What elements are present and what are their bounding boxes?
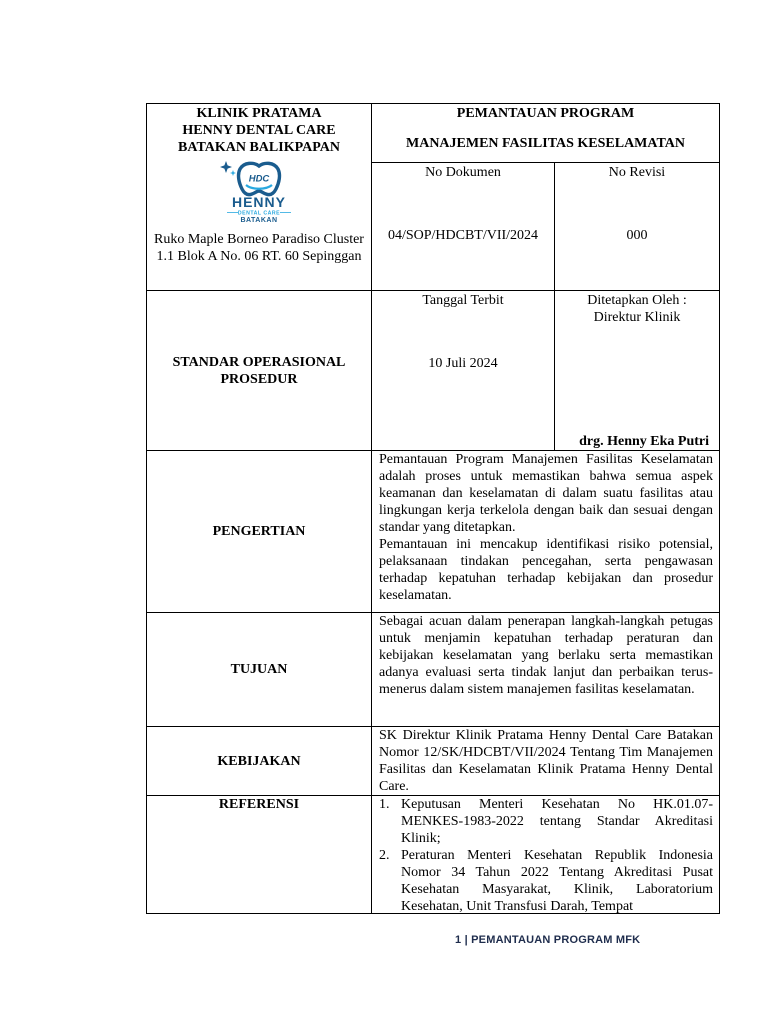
kebijakan-label: KEBIJAKAN bbox=[147, 727, 372, 796]
document-title-cell bbox=[372, 104, 720, 163]
referensi-item-text: Peraturan Menteri Kesehatan Republik Indonesia Nomor 34 Tahun 2022 Tentang Akreditasi Pusat Kesehatan Masyarakat, Klinik, Laboratorium Kesehatan, Unit Transfusi Darah, Tempat bbox=[401, 848, 713, 913]
referensi-item bbox=[379, 847, 713, 913]
approver-name: drg. Henny Eka Putri bbox=[579, 434, 709, 449]
issue-date-cell bbox=[372, 291, 555, 451]
clinic-name-line3: BATAKAN BALIKPAPAN bbox=[178, 140, 340, 155]
logo-name: HENNY bbox=[231, 194, 287, 210]
referensi-list bbox=[372, 796, 719, 913]
document-title-line2: MANAJEMEN FASILITAS KESELAMATAN bbox=[406, 136, 685, 151]
clinic-logo bbox=[216, 159, 302, 223]
referensi-item bbox=[379, 796, 713, 847]
revision-cell bbox=[555, 163, 720, 291]
page-number: 1 bbox=[455, 934, 462, 946]
tujuan-label: TUJUAN bbox=[147, 613, 372, 727]
sop-label-line2: PROSEDUR bbox=[220, 371, 298, 387]
issue-date-label: Tanggal Terbit bbox=[422, 293, 504, 308]
logo-initials: HDC bbox=[248, 173, 270, 185]
approval-label-line2: Direktur Klinik bbox=[593, 310, 681, 325]
referensi-label: REFERENSI bbox=[147, 796, 372, 914]
page-footer bbox=[455, 934, 640, 946]
approval-cell bbox=[555, 291, 720, 451]
pengertian-content bbox=[372, 451, 720, 613]
logo-sub2: BATAKAN bbox=[240, 217, 278, 223]
logo-sub1: DENTAL CARE bbox=[237, 210, 281, 217]
tujuan-content: Sebagai acuan dalam penerapan langkah-langkah petugas untuk menjamin kepatuhan terhadap peraturan dan kebijakan keselamatan yang berlaku serta memastikan adanya evaluasi serta tindak lanjut dan perbaikan terus-menerus dalam sistem manajemen fasilitas keselamatan. bbox=[372, 613, 720, 727]
doc-number-value: 04/SOP/HDCBT/VII/2024 bbox=[387, 228, 539, 243]
clinic-name-line1: KLINIK PRATAMA bbox=[196, 106, 322, 121]
revision-label: No Revisi bbox=[608, 165, 666, 180]
referensi-content bbox=[372, 796, 720, 914]
sop-document bbox=[146, 103, 719, 914]
sop-label-line1: STANDAR OPERASIONAL bbox=[172, 354, 346, 370]
pengertian-paragraph-1: Pemantauan Program Manajemen Fasilitas Keselamatan adalah proses untuk memastikan bahwa semua aspek keamanan dan keselamatan di dalam suatu fasilitas atau lingkungan kerja terkelola dengan baik dan sesuai dengan standar yang ditetapkan. bbox=[379, 452, 713, 535]
footer-text: PEMANTAUAN PROGRAM MFK bbox=[471, 934, 641, 946]
referensi-item-number: 1. bbox=[379, 797, 390, 812]
document-title-line1: PEMANTAUAN PROGRAM bbox=[456, 106, 635, 121]
revision-value: 000 bbox=[626, 228, 648, 243]
approval-label-line1: Ditetapkan Oleh : bbox=[587, 293, 687, 308]
doc-number-cell bbox=[372, 163, 555, 291]
footer-separator: | bbox=[464, 934, 468, 946]
referensi-item-text: Keputusan Menteri Kesehatan No HK.01.07-MENKES-1983-2022 tentang Standar Akreditasi Klinik; bbox=[401, 797, 713, 846]
referensi-item-number: 2. bbox=[379, 848, 390, 863]
issue-date-value: 10 Juli 2024 bbox=[428, 356, 498, 371]
kebijakan-content: SK Direktur Klinik Pratama Henny Dental Care Batakan Nomor 12/SK/HDCBT/VII/2024 Tentang Tim Manajemen Fasilitas dan Keselamatan Klinik Pratama Henny Dental Care. bbox=[372, 727, 720, 796]
clinic-identity-cell bbox=[147, 104, 372, 291]
clinic-name-line2: HENNY DENTAL CARE bbox=[182, 123, 336, 138]
clinic-address: Ruko Maple Borneo Paradiso Cluster 1.1 Blok A No. 06 RT. 60 Sepinggan bbox=[154, 232, 364, 264]
pengertian-label: PENGERTIAN bbox=[147, 451, 372, 613]
sop-type-cell bbox=[147, 291, 372, 451]
sop-table bbox=[146, 103, 720, 914]
pengertian-paragraph-2: Pemantauan ini mencakup identifikasi risiko potensial, pelaksanaan tindakan pencegahan, serta pengawasan terhadap kepatuhan terhadap kebijakan dan prosedur keselamatan. bbox=[379, 537, 713, 603]
doc-number-label: No Dokumen bbox=[425, 165, 501, 180]
